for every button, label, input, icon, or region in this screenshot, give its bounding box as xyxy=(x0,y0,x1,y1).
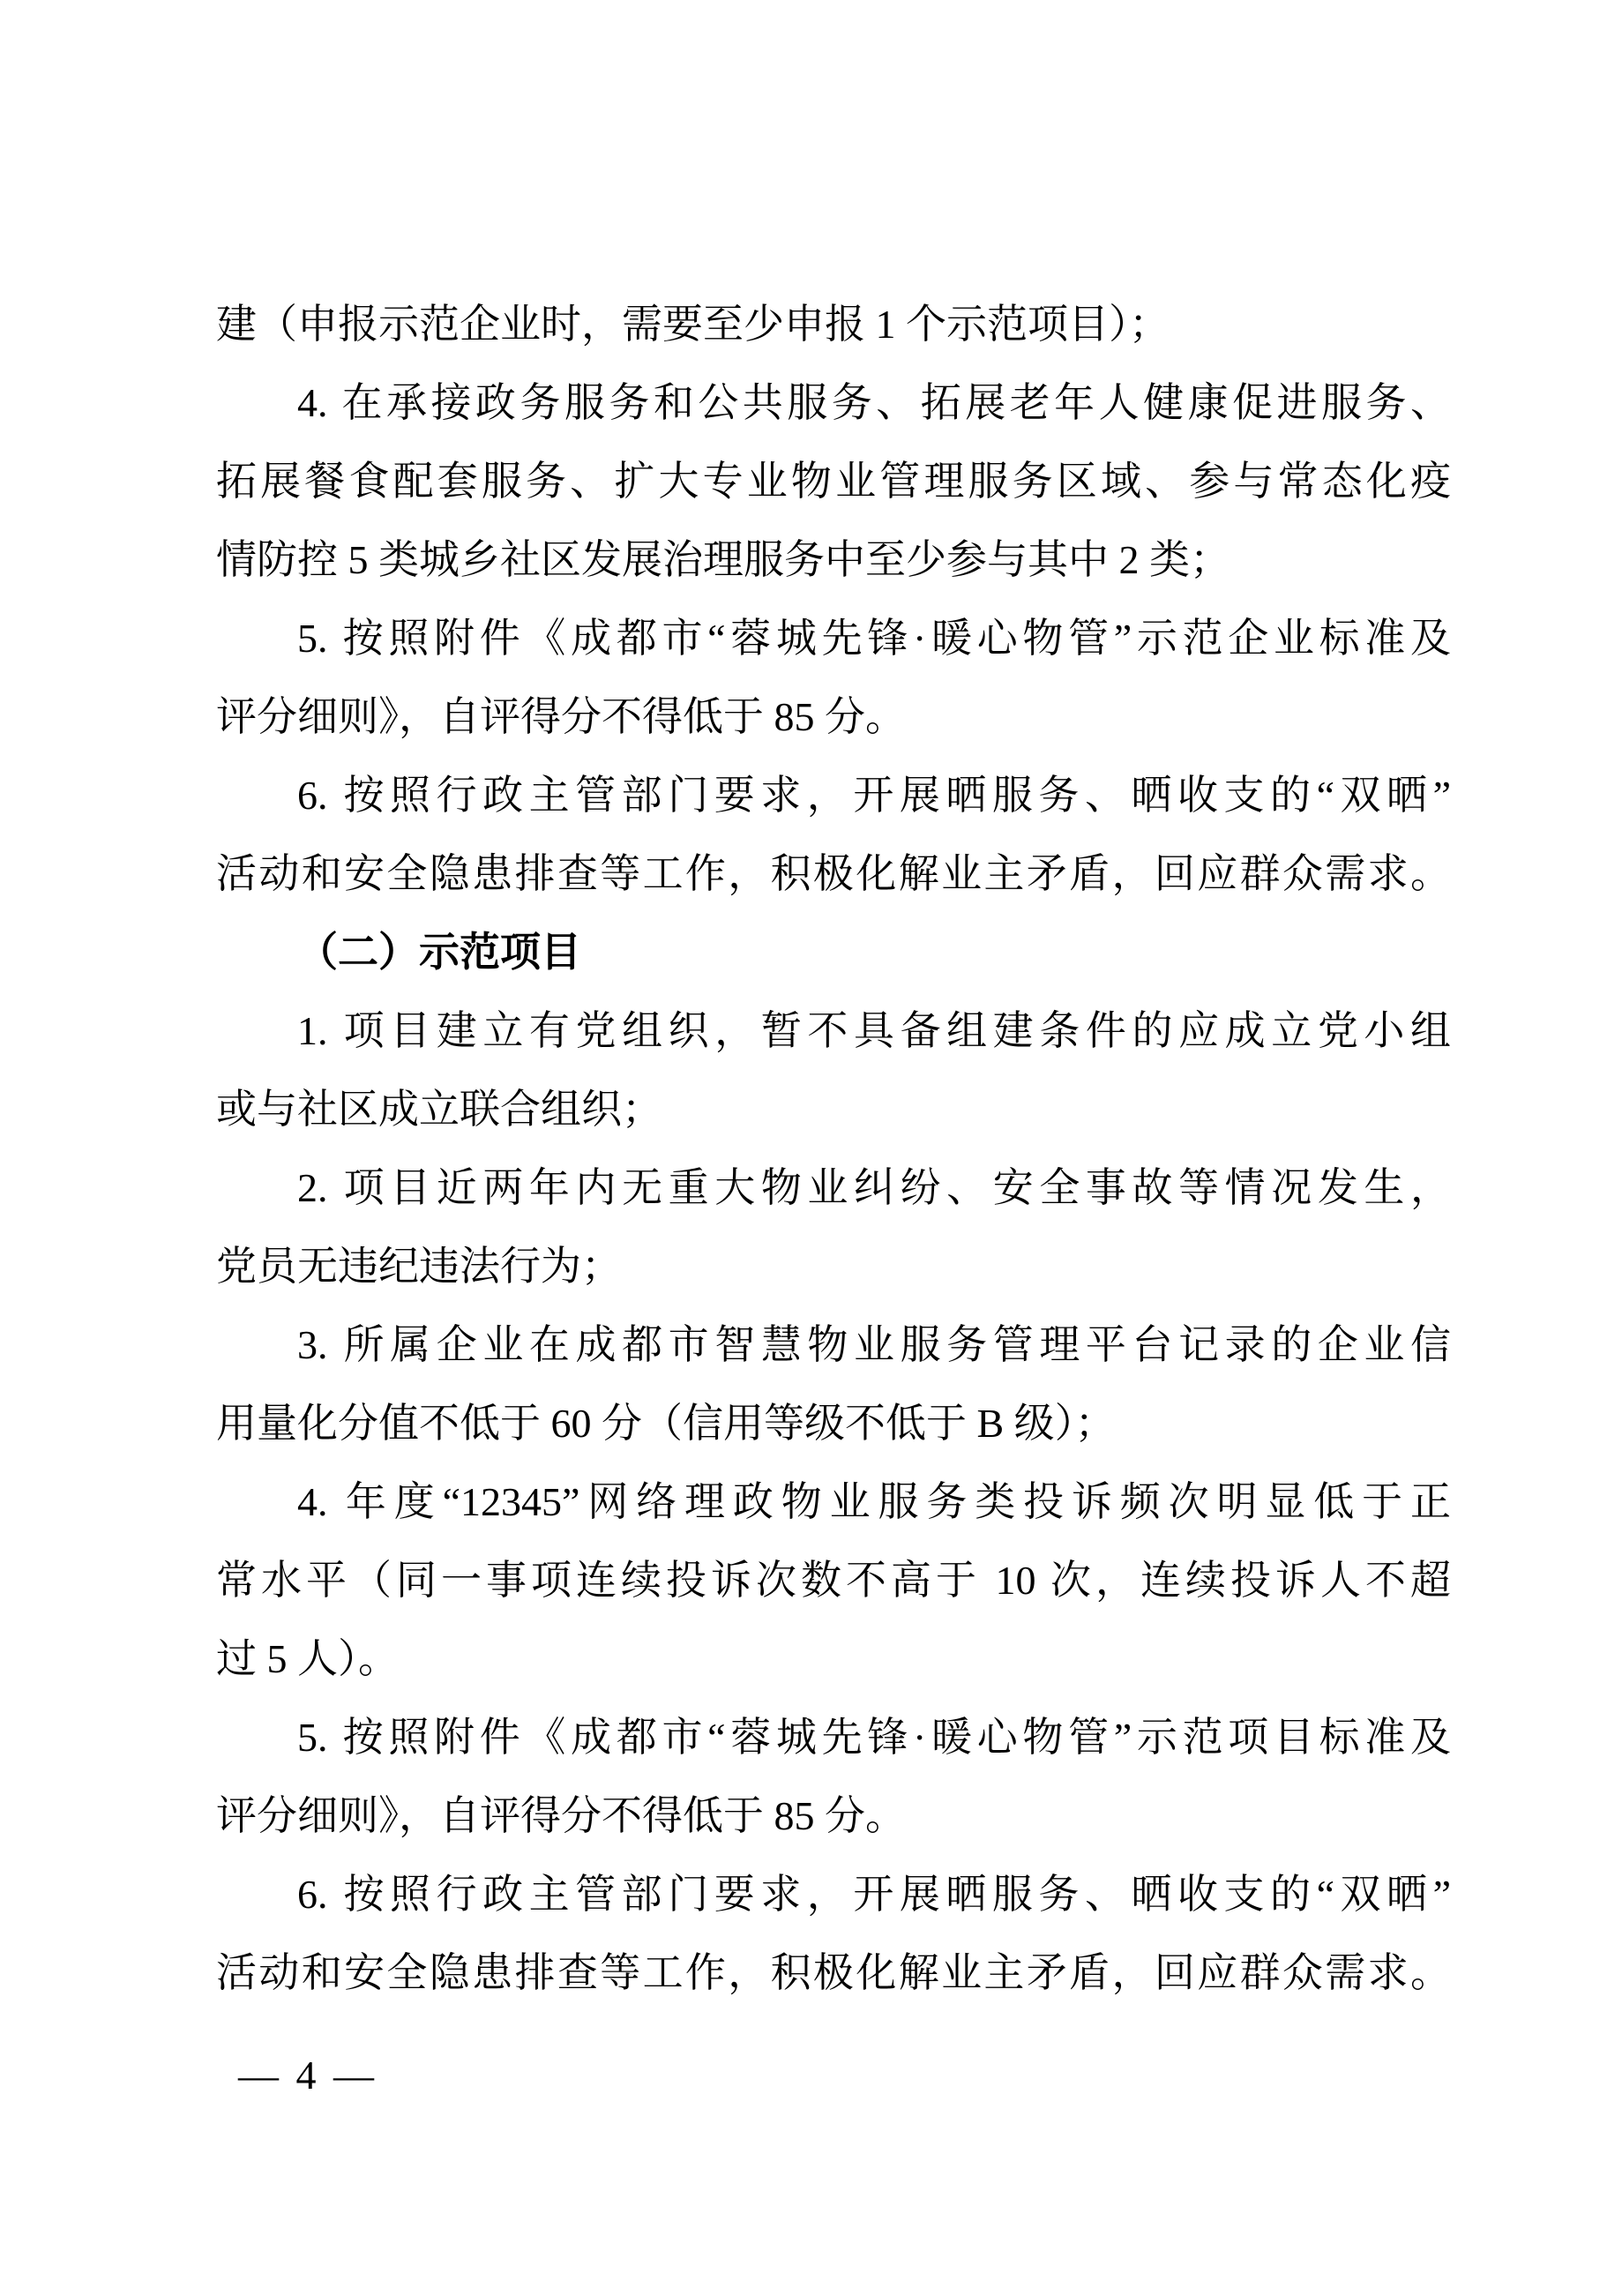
text-line: 3. 所属企业在成都市智慧物业服务管理平台记录的企业信 xyxy=(297,1322,1451,1367)
text-line: 情防控 5 类城乡社区发展治理服务中至少参与其中 2 类； xyxy=(216,537,1230,582)
text-line: 过 5 人）。 xyxy=(216,1636,399,1681)
text-line: 4. 在承接政务服务和公共服务、拓展老年人健康促进服务、 xyxy=(297,380,1451,425)
text-line: 党员无违纪违法行为； xyxy=(216,1244,622,1289)
text-line: 拓展餐食配套服务、扩大专业物业管理服务区域、参与常态化疫 xyxy=(216,459,1451,504)
text-line: 2. 项目近两年内无重大物业纠纷、安全事故等情况发生， xyxy=(297,1165,1451,1210)
text-line: 用量化分值不低于 60 分（信用等级不低于 B 级）； xyxy=(216,1401,1116,1446)
text-line: 建（申报示范企业时，需要至少申报 1 个示范项目）； xyxy=(216,302,1170,347)
text-line: 6. 按照行政主管部门要求，开展晒服务、晒收支的“双晒” xyxy=(297,773,1451,818)
text-line: 4. 年度“12345”网络理政物业服务类投诉频次明显低于正 xyxy=(297,1479,1451,1524)
text-line: 评分细则》，自评得分不得低于 85 分。 xyxy=(216,694,906,739)
text-line: 常水平（同一事项连续投诉次数不高于 10 次，连续投诉人不超 xyxy=(216,1558,1451,1603)
text-line: 活动和安全隐患排查等工作，积极化解业主矛盾，回应群众需求。 xyxy=(216,851,1451,896)
section-heading: （二）示范项目 xyxy=(297,930,581,975)
document-body xyxy=(216,285,1451,2012)
text-line: 活动和安全隐患排查等工作，积极化解业主矛盾，回应群众需求。 xyxy=(216,1950,1451,1995)
page-number: — 4 — xyxy=(238,2053,377,2098)
text-line: 5. 按照附件《成都市“蓉城先锋·暖心物管”示范项目标准及 xyxy=(297,1715,1451,1760)
text-line: 6. 按照行政主管部门要求，开展晒服务、晒收支的“双晒” xyxy=(297,1872,1451,1917)
text-line: 5. 按照附件《成都市“蓉城先锋·暖心物管”示范企业标准及 xyxy=(297,616,1451,661)
text-line: 评分细则》，自评得分不得低于 85 分。 xyxy=(216,1793,906,1838)
text-line: 1. 项目建立有党组织，暂不具备组建条件的应成立党小组 xyxy=(297,1008,1451,1053)
page-footer xyxy=(238,2051,377,2100)
text-line: 或与社区成立联合组织； xyxy=(216,1087,662,1132)
